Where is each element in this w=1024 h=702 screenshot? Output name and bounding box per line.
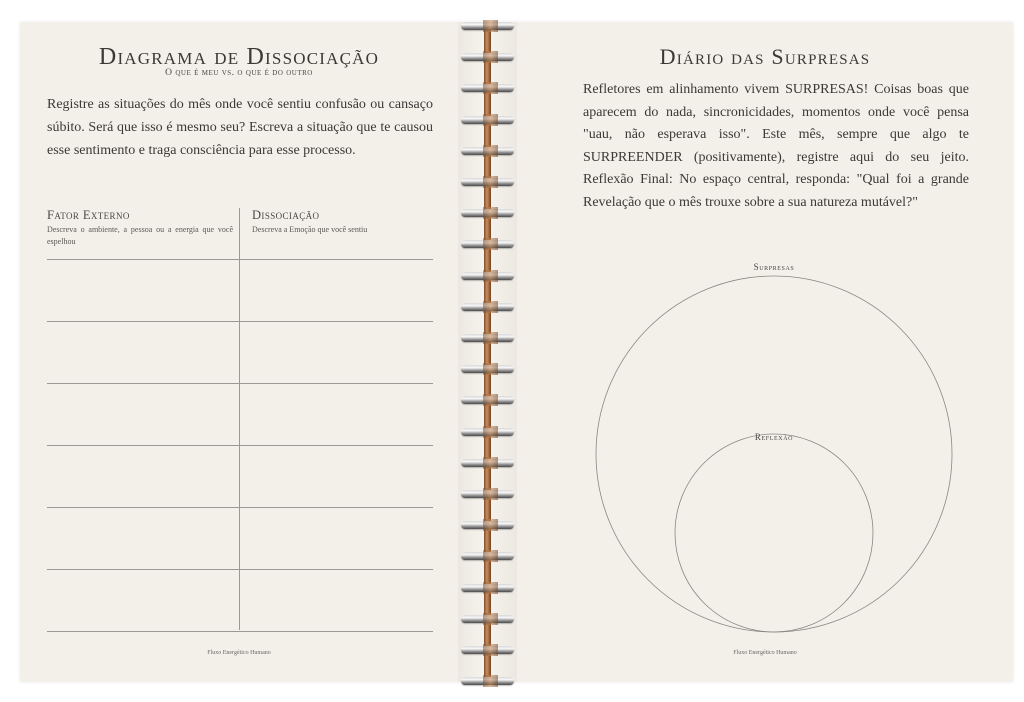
column-description: Descreva o ambiente, a pessoa ou a energia que você espelhou xyxy=(47,225,233,246)
right-page-title: Diário das Surpresas xyxy=(659,44,871,69)
column-header-external-factor xyxy=(47,208,233,248)
spiral-binding xyxy=(458,22,517,682)
right-page xyxy=(517,22,1013,682)
ring-gap xyxy=(483,394,498,406)
ring-gap xyxy=(483,270,498,282)
binding-ring xyxy=(461,51,514,63)
ring-gap xyxy=(483,457,498,469)
outer-circle-surprises xyxy=(596,276,952,632)
binding-ring xyxy=(461,457,514,469)
right-page-intro: Refletores em alinhamento vivem SURPRESAS! Coisas boas que aparecem do nada, sincronicidades, momentos onde você pensa "uau, não esperava isso". Este mês, sempre que algo te SURPREENDER (positivamente), registre aqui do seu jeito. Reflexão Final: No espaço central, responda: "Qual foi a grande Revelação que o mês trouxe sobre a sua natureza mutável?" xyxy=(583,82,969,210)
binding-ring xyxy=(461,238,514,250)
ring-gap xyxy=(483,238,498,250)
ring-gap xyxy=(483,82,498,94)
ring-gap xyxy=(483,332,498,344)
table-column-divider xyxy=(239,208,240,630)
left-page-intro: Registre as situações do mês onde você sentiu confusão ou cansaço súbito. Será que isso é mesmo seu? Escreva a situação que te causou esse sentimento e traga consciência para esse processo. xyxy=(47,97,433,158)
column-heading: Fator Externo xyxy=(47,208,130,222)
binding-ring xyxy=(461,82,514,94)
binding-ring xyxy=(461,176,514,188)
nested-circles-diagram xyxy=(517,22,1013,682)
ring-gap xyxy=(483,114,498,126)
ring-gap xyxy=(483,426,498,438)
binding-ring xyxy=(461,270,514,282)
binding-ring xyxy=(461,613,514,625)
left-page-footer: Fluxo Energético Humano xyxy=(207,650,271,656)
binding-ring xyxy=(461,20,514,32)
binding-ring xyxy=(461,363,514,375)
ring-gap xyxy=(483,207,498,219)
binding-ring xyxy=(461,332,514,344)
column-header-dissociation xyxy=(252,208,432,236)
left-page-subtitle: O que é meu vs. o que é do outro xyxy=(165,68,313,78)
planner-spread xyxy=(20,22,1013,682)
table-row-line xyxy=(47,321,433,322)
ring-gap xyxy=(483,675,498,687)
table-row-line xyxy=(47,507,433,508)
inner-circle-label: Reflexão xyxy=(754,432,794,442)
ring-gap xyxy=(483,519,498,531)
binding-ring xyxy=(461,675,514,687)
table-row-line xyxy=(47,445,433,446)
table-row-line xyxy=(47,383,433,384)
binding-ring xyxy=(461,488,514,500)
left-page-title: Diagrama de Dissociação xyxy=(98,44,380,70)
binding-ring xyxy=(461,145,514,157)
ring-gap xyxy=(483,550,498,562)
column-description: Descreva a Emoção que você sentiu xyxy=(252,225,368,234)
binding-ring xyxy=(461,519,514,531)
binding-ring xyxy=(461,301,514,313)
ring-gap xyxy=(483,582,498,594)
ring-gap xyxy=(483,488,498,500)
binding-ring xyxy=(461,644,514,656)
left-page xyxy=(20,22,458,682)
binding-ring xyxy=(461,582,514,594)
ring-gap xyxy=(483,644,498,656)
table-row-line xyxy=(47,569,433,570)
ring-gap xyxy=(483,363,498,375)
ring-gap xyxy=(483,51,498,63)
ring-gap xyxy=(483,176,498,188)
right-page-footer: Fluxo Energético Humano xyxy=(733,650,797,656)
table-row-line xyxy=(47,259,433,260)
ring-gap xyxy=(483,301,498,313)
outer-circle-label: Surpresas xyxy=(753,262,795,272)
ring-gap xyxy=(483,145,498,157)
table-row-line xyxy=(47,631,433,632)
binding-ring xyxy=(461,207,514,219)
binding-ring xyxy=(461,550,514,562)
ring-gap xyxy=(483,20,498,32)
inner-circle-reflection xyxy=(675,434,873,632)
ring-gap xyxy=(483,613,498,625)
binding-ring xyxy=(461,114,514,126)
column-heading: Dissociação xyxy=(252,208,320,222)
binding-ring xyxy=(461,394,514,406)
binding-ring xyxy=(461,426,514,438)
